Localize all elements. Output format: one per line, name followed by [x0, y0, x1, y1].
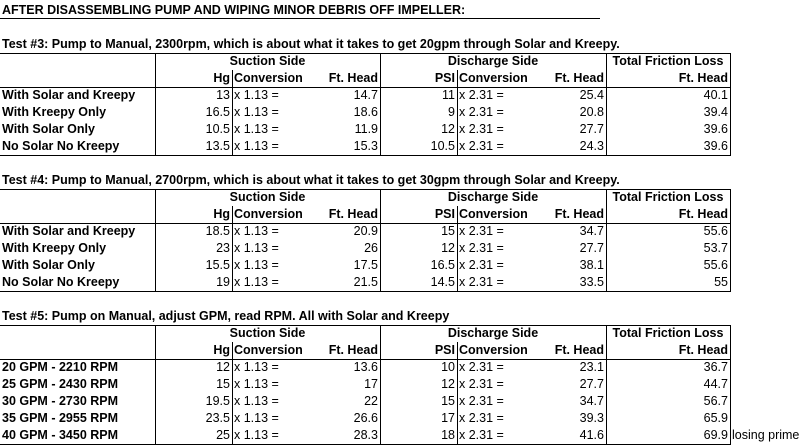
grid-vline [232, 70, 233, 156]
hg-value: 12 [216, 360, 230, 374]
conversion-header: Conversion [459, 343, 528, 357]
hg-header: Hg [213, 207, 230, 221]
psi-conversion: x 2.31 = [459, 241, 504, 255]
psi-value: 12 [441, 241, 455, 255]
discharge-ft-head: 27.7 [579, 377, 604, 391]
psi-conversion: x 2.31 = [459, 394, 504, 408]
discharge-ft-head: 34.7 [579, 224, 604, 238]
row-label: No Solar No Kreepy [2, 275, 120, 289]
hg-value: 13.5 [205, 139, 230, 153]
hg-conversion: x 1.13 = [234, 411, 279, 425]
ft-head-header: Ft. Head [678, 207, 728, 221]
ft-head-header: Ft. Head [554, 343, 604, 357]
psi-value: 18 [441, 428, 455, 442]
hg-value: 13 [216, 88, 230, 102]
psi-value: 16.5 [430, 258, 455, 272]
total-friction-loss: 55 [714, 275, 728, 289]
total-friction-loss-header: Total Friction Loss [612, 54, 724, 68]
ft-head-header: Ft. Head [554, 71, 604, 85]
grid-vline [232, 342, 233, 445]
grid-vline [380, 53, 381, 156]
hg-conversion: x 1.13 = [234, 394, 279, 408]
total-friction-loss: 39.6 [703, 122, 728, 136]
suction-side-header: Suction Side [229, 190, 306, 204]
suction-ft-head: 26.6 [353, 411, 378, 425]
psi-header: PSI [434, 207, 455, 221]
ft-head-header: Ft. Head [328, 343, 378, 357]
grid-hline [0, 325, 730, 326]
suction-ft-head: 17.5 [353, 258, 378, 272]
psi-conversion: x 2.31 = [459, 105, 504, 119]
grid-hline [0, 359, 730, 360]
conversion-header: Conversion [234, 343, 303, 357]
psi-value: 10.5 [430, 139, 455, 153]
row-label: No Solar No Kreepy [2, 139, 120, 153]
row-label: With Solar Only [2, 258, 95, 272]
grid-vline [730, 53, 731, 156]
discharge-ft-head: 23.1 [579, 360, 604, 374]
suction-ft-head: 15.3 [353, 139, 378, 153]
hg-conversion: x 1.13 = [234, 105, 279, 119]
suction-ft-head: 18.6 [353, 105, 378, 119]
discharge-side-header: Discharge Side [447, 190, 539, 204]
grid-vline [730, 325, 731, 445]
suction-ft-head: 28.3 [353, 428, 378, 442]
psi-header: PSI [434, 343, 455, 357]
hg-conversion: x 1.13 = [234, 88, 279, 102]
row-label: With Kreepy Only [2, 105, 107, 119]
hg-value: 15 [216, 377, 230, 391]
grid-vline [457, 70, 458, 156]
grid-vline [380, 189, 381, 292]
hg-conversion: x 1.13 = [234, 122, 279, 136]
hg-conversion: x 1.13 = [234, 275, 279, 289]
total-friction-loss: 55.6 [703, 258, 728, 272]
grid-vline [155, 325, 156, 445]
test-title: Test #4: Pump to Manual, 2700rpm, which is about what it takes to get 30gpm through Solar and Kreepy. [2, 173, 620, 187]
psi-value: 14.5 [430, 275, 455, 289]
psi-conversion: x 2.31 = [459, 139, 504, 153]
discharge-ft-head: 27.7 [579, 241, 604, 255]
total-friction-loss-header: Total Friction Loss [612, 190, 724, 204]
total-friction-loss: 36.7 [703, 360, 728, 374]
grid-vline [232, 206, 233, 292]
suction-ft-head: 20.9 [353, 224, 378, 238]
grid-vline [155, 53, 156, 156]
row-note: losing prime [732, 428, 800, 442]
hg-value: 25 [216, 428, 230, 442]
row-label: With Solar and Kreepy [2, 224, 136, 238]
hg-value: 10.5 [205, 122, 230, 136]
hg-value: 19.5 [205, 394, 230, 408]
hg-value: 23 [216, 241, 230, 255]
row-label: With Solar and Kreepy [2, 88, 136, 102]
psi-value: 17 [441, 411, 455, 425]
psi-conversion: x 2.31 = [459, 275, 504, 289]
discharge-ft-head: 34.7 [579, 394, 604, 408]
suction-ft-head: 13.6 [353, 360, 378, 374]
psi-value: 12 [441, 122, 455, 136]
ft-head-header: Ft. Head [554, 207, 604, 221]
grid-vline [457, 342, 458, 445]
grid-hline [0, 189, 730, 190]
test-title: Test #3: Pump to Manual, 2300rpm, which is about what it takes to get 20gpm through Solar and Kreepy. [2, 37, 620, 51]
total-friction-loss-header: Total Friction Loss [612, 326, 724, 340]
discharge-ft-head: 27.7 [579, 122, 604, 136]
discharge-ft-head: 38.1 [579, 258, 604, 272]
psi-value: 9 [448, 105, 455, 119]
discharge-ft-head: 20.8 [579, 105, 604, 119]
row-label: 25 GPM - 2430 RPM [2, 377, 119, 391]
grid-vline [606, 189, 607, 292]
grid-vline [730, 189, 731, 292]
hg-header: Hg [213, 71, 230, 85]
conversion-header: Conversion [459, 71, 528, 85]
psi-conversion: x 2.31 = [459, 428, 504, 442]
grid-hline [0, 53, 730, 54]
conversion-header: Conversion [234, 207, 303, 221]
total-friction-loss: 56.7 [703, 394, 728, 408]
ft-head-header: Ft. Head [678, 71, 728, 85]
row-label: 40 GPM - 3450 RPM [2, 428, 119, 442]
hg-header: Hg [213, 343, 230, 357]
hg-conversion: x 1.13 = [234, 224, 279, 238]
psi-value: 15 [441, 394, 455, 408]
hg-value: 23.5 [205, 411, 230, 425]
total-friction-loss: 39.6 [703, 139, 728, 153]
total-friction-loss: 53.7 [703, 241, 728, 255]
hg-conversion: x 1.13 = [234, 258, 279, 272]
discharge-ft-head: 39.3 [579, 411, 604, 425]
conversion-header: Conversion [459, 207, 528, 221]
row-label: With Kreepy Only [2, 241, 107, 255]
row-label: 30 GPM - 2730 RPM [2, 394, 119, 408]
psi-conversion: x 2.31 = [459, 88, 504, 102]
suction-ft-head: 17 [364, 377, 378, 391]
hg-value: 16.5 [205, 105, 230, 119]
sheet-title: AFTER DISASSEMBLING PUMP AND WIPING MINOR DEBRIS OFF IMPELLER: [2, 3, 466, 17]
total-friction-loss: 40.1 [703, 88, 728, 102]
hg-conversion: x 1.13 = [234, 377, 279, 391]
psi-conversion: x 2.31 = [459, 122, 504, 136]
grid-vline [457, 206, 458, 292]
psi-conversion: x 2.31 = [459, 258, 504, 272]
psi-conversion: x 2.31 = [459, 377, 504, 391]
suction-ft-head: 14.7 [353, 88, 378, 102]
grid-hline [0, 291, 730, 292]
suction-ft-head: 22 [364, 394, 378, 408]
total-friction-loss: 39.4 [703, 105, 728, 119]
psi-conversion: x 2.31 = [459, 224, 504, 238]
suction-ft-head: 21.5 [353, 275, 378, 289]
suction-ft-head: 11.9 [354, 122, 378, 136]
discharge-side-header: Discharge Side [447, 54, 539, 68]
grid-vline [606, 325, 607, 445]
row-label: 20 GPM - 2210 RPM [2, 360, 119, 374]
psi-value: 11 [442, 88, 455, 102]
row-label: 35 GPM - 2955 RPM [2, 411, 119, 425]
grid-vline [380, 325, 381, 445]
psi-value: 12 [441, 377, 455, 391]
row-label: With Solar Only [2, 122, 95, 136]
hg-conversion: x 1.13 = [234, 428, 279, 442]
suction-side-header: Suction Side [229, 326, 306, 340]
ft-head-header: Ft. Head [678, 343, 728, 357]
grid-hline [0, 155, 730, 156]
suction-side-header: Suction Side [229, 54, 306, 68]
hg-conversion: x 1.13 = [234, 241, 279, 255]
hg-value: 19 [216, 275, 230, 289]
psi-value: 15 [441, 224, 455, 238]
grid-hline [0, 223, 730, 224]
discharge-ft-head: 25.4 [579, 88, 604, 102]
psi-conversion: x 2.31 = [459, 411, 504, 425]
suction-ft-head: 26 [364, 241, 378, 255]
hg-value: 18.5 [205, 224, 230, 238]
total-friction-loss: 65.9 [703, 411, 728, 425]
discharge-ft-head: 24.3 [579, 139, 604, 153]
total-friction-loss: 55.6 [703, 224, 728, 238]
total-friction-loss: 69.9 [703, 428, 728, 442]
grid-hline [0, 444, 730, 445]
ft-head-header: Ft. Head [328, 71, 378, 85]
conversion-header: Conversion [234, 71, 303, 85]
title-underline [0, 18, 600, 19]
grid-vline [606, 53, 607, 156]
hg-value: 15.5 [205, 258, 230, 272]
grid-vline [155, 189, 156, 292]
total-friction-loss: 44.7 [703, 377, 728, 391]
psi-value: 10 [441, 360, 455, 374]
grid-hline [0, 87, 730, 88]
psi-conversion: x 2.31 = [459, 360, 504, 374]
hg-conversion: x 1.13 = [234, 139, 279, 153]
ft-head-header: Ft. Head [328, 207, 378, 221]
hg-conversion: x 1.13 = [234, 360, 279, 374]
test-title: Test #5: Pump on Manual, adjust GPM, read RPM. All with Solar and Kreepy [2, 309, 450, 323]
discharge-side-header: Discharge Side [447, 326, 539, 340]
discharge-ft-head: 41.6 [579, 428, 604, 442]
discharge-ft-head: 33.5 [579, 275, 604, 289]
psi-header: PSI [434, 71, 455, 85]
